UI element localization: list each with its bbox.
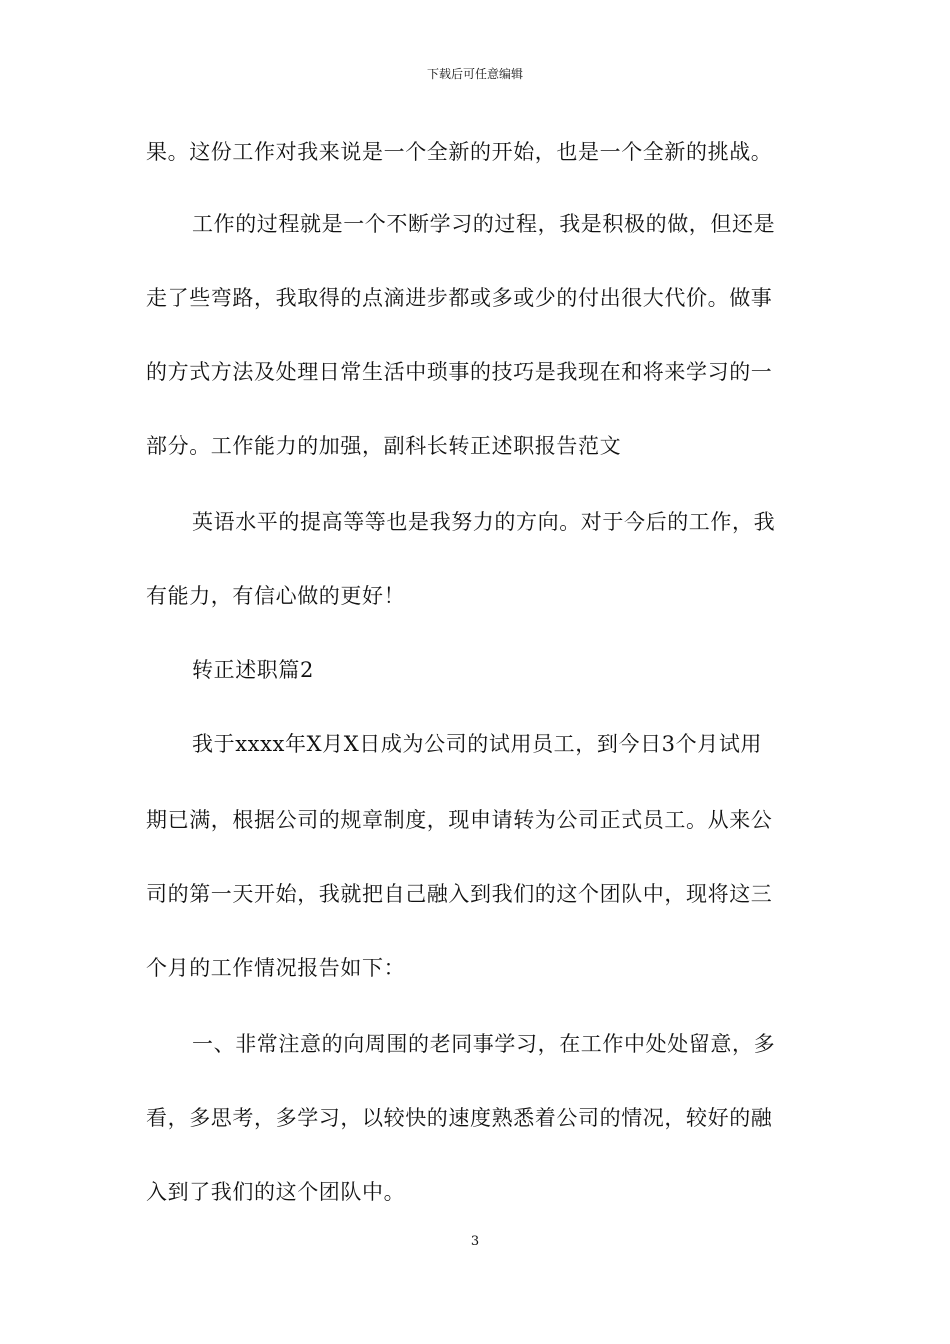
body-line: 工作的过程就是一个不断学习的过程，我是积极的做，但还是 <box>192 212 776 236</box>
body-line: 英语水平的提高等等也是我努力的方向。对于今后的工作，我 <box>192 510 776 534</box>
body-line: 有能力，有信心做的更好！ <box>146 584 406 608</box>
body-line: 一、非常注意的向周围的老同事学习，在工作中处处留意，多 <box>192 1032 776 1056</box>
body-line: 走了些弯路，我取得的点滴进步都或多或少的付出很大代价。做事 <box>146 286 773 310</box>
body-line: 的方式方法及处理日常生活中琐事的技巧是我现在和将来学习的一 <box>146 360 773 384</box>
body-line: 我于xxxx年X月X日成为公司的试用员工，到今日3个月试用 <box>192 732 763 756</box>
section-heading: 转正述职篇2 <box>192 658 314 682</box>
body-line: 司的第一天开始，我就把自己融入到我们的这个团队中，现将这三 <box>146 882 773 906</box>
body-line: 个月的工作情况报告如下： <box>146 956 406 980</box>
body-line: 看，多思考，多学习，以较快的速度熟悉着公司的情况，较好的融 <box>146 1106 773 1130</box>
body-line: 入到了我们的这个团队中。 <box>146 1180 406 1204</box>
body-line: 果。这份工作对我来说是一个全新的开始，也是一个全新的挑战。 <box>146 140 773 164</box>
page-number: 3 <box>470 1234 480 1249</box>
body-line: 部分。工作能力的加强，副科长转正述职报告范文 <box>146 434 622 458</box>
body-line: 期已满，根据公司的规章制度，现申请转为公司正式员工。从来公 <box>146 808 773 832</box>
page-header: 下载后可任意编辑 <box>426 67 523 81</box>
